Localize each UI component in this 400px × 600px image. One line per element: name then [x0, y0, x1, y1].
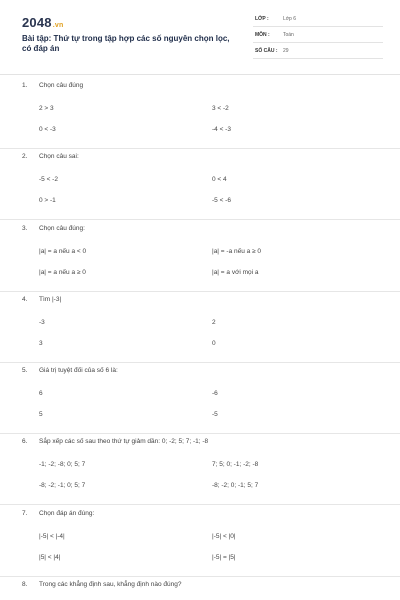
answer-option[interactable]: 2	[212, 319, 216, 326]
answer-option[interactable]: |-5| = |5|	[212, 554, 236, 561]
answer-option[interactable]: -4 < -3	[212, 126, 231, 133]
answer-option[interactable]: -5	[212, 411, 218, 418]
answer-option[interactable]: -5 < -6	[212, 197, 231, 204]
answer-option[interactable]: 0	[212, 340, 216, 347]
question-number: 1.	[22, 82, 28, 89]
question-6	[0, 438, 400, 505]
answer-option[interactable]: 0 > -1	[39, 197, 56, 204]
question-number: 3.	[22, 225, 28, 232]
site-logo[interactable]	[22, 15, 63, 30]
answer-option[interactable]: 3 < -2	[212, 105, 229, 112]
question-text: Chọn đáp án đúng:	[39, 510, 95, 517]
answer-option[interactable]: -8; -2; 0; -1; 5; 7	[212, 482, 259, 489]
worksheet-title: Bài tập: Thứ tự trong tập hợp các số nguyên chọn lọc, có đáp án	[22, 34, 230, 53]
meta-class	[253, 14, 383, 27]
question-text: Chọn câu đúng	[39, 82, 84, 89]
question-number: 7.	[22, 510, 28, 517]
question-number: 4.	[22, 296, 28, 303]
answer-option[interactable]: 3	[39, 340, 43, 347]
meta-subject	[253, 30, 383, 43]
answer-option[interactable]: |a| = a nếu a ≥ 0	[39, 269, 86, 276]
meta-question-count-value: 29	[283, 48, 289, 54]
answer-option[interactable]: 0 < -3	[39, 126, 56, 133]
meta-subject-label: MÔN :	[255, 32, 270, 38]
question-number: 5.	[22, 367, 28, 374]
question-8	[0, 581, 400, 600]
answer-option[interactable]: -1; -2; -8; 0; 5; 7	[39, 461, 86, 468]
question-text: Chọn câu sai:	[39, 153, 79, 160]
question-text: Sắp xếp các số sau theo thứ tự giảm dần: 0; -2; 5; 7; -1; -8	[39, 438, 209, 445]
answer-option[interactable]: 2 > 3	[39, 105, 54, 112]
question-text: Chọn câu đúng:	[39, 225, 85, 232]
answer-option[interactable]: -8; -2; -1; 0; 5; 7	[39, 482, 86, 489]
answer-option[interactable]: 7; 5; 0; -1; -2; -8	[212, 461, 259, 468]
meta-question-count-label: SỐ CÂU :	[255, 48, 278, 54]
question-text: Giá trị tuyệt đối của số 6 là:	[39, 367, 118, 374]
logo-text: 2048	[22, 15, 52, 30]
question-text: Trong các khẳng định sau, khẳng định nào đúng?	[39, 581, 182, 588]
meta-question-count	[253, 46, 383, 59]
question-7	[0, 510, 400, 577]
question-4	[0, 296, 400, 363]
answer-option[interactable]: -3	[39, 319, 45, 326]
answer-option[interactable]: -6	[212, 390, 218, 397]
logo-suffix: .vn	[52, 22, 64, 29]
worksheet-header	[0, 0, 400, 75]
question-3	[0, 225, 400, 292]
question-number: 8.	[22, 581, 28, 588]
meta-class-value: Lớp 6	[283, 16, 297, 22]
question-text: Tìm |-3|	[39, 296, 62, 303]
question-number: 6.	[22, 438, 28, 445]
answer-option[interactable]: 5	[39, 411, 43, 418]
meta-class-label: LỚP :	[255, 16, 269, 22]
answer-option[interactable]: |a| = a với mọi a	[212, 269, 259, 276]
question-5	[0, 367, 400, 434]
question-1	[0, 82, 400, 149]
answer-option[interactable]: |-5| < |0|	[212, 533, 236, 540]
question-2	[0, 153, 400, 220]
meta-subject-value: Toán	[283, 32, 294, 38]
answer-option[interactable]: |5| < |4|	[39, 554, 61, 561]
answer-option[interactable]: |a| = a nếu a < 0	[39, 248, 87, 255]
answer-option[interactable]: 6	[39, 390, 43, 397]
answer-option[interactable]: |-5| < |-4|	[39, 533, 65, 540]
answer-option[interactable]: |a| = -a nếu a ≥ 0	[212, 248, 262, 255]
answer-option[interactable]: 0 < 4	[212, 176, 227, 183]
answer-option[interactable]: -5 < -2	[39, 176, 58, 183]
question-number: 2.	[22, 153, 28, 160]
